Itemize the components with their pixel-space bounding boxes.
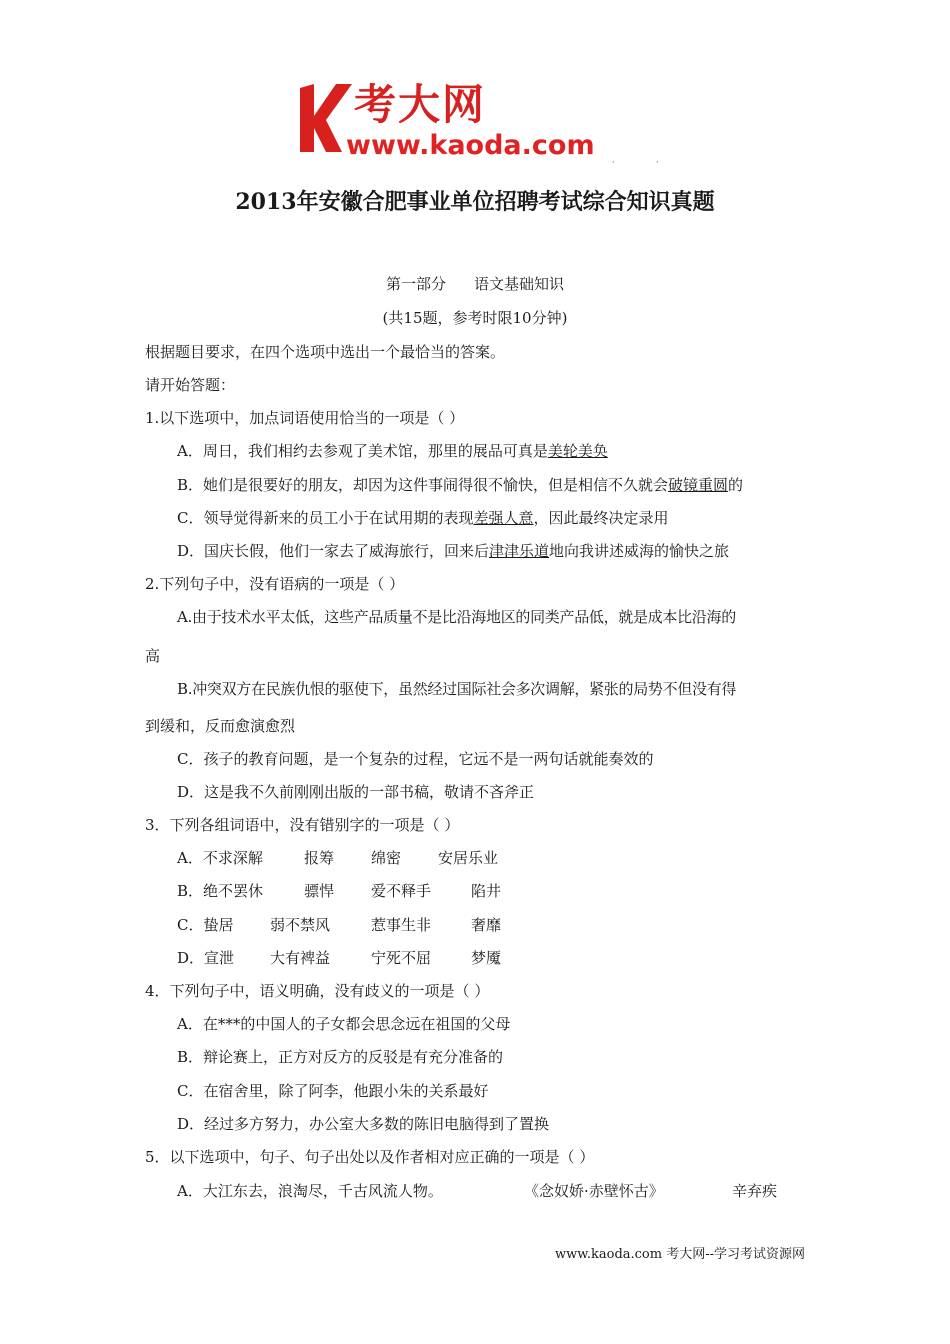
word: B．绝不罢休 xyxy=(177,882,264,900)
part-heading xyxy=(0,273,950,295)
option-text: A．周日，我们相约去参观了美术馆，那里的展品可真是 xyxy=(177,442,548,460)
option-b xyxy=(177,474,743,496)
word: 奢靡 xyxy=(471,916,502,934)
word: 惹事生非 xyxy=(371,916,432,934)
option-a: A.由于技术水平太低，这些产品质量不是比沿海地区的同类产品低，就是成本比沿海的 xyxy=(177,608,736,626)
logo-url-text: www.kaoda.com xyxy=(346,130,595,161)
option-text: ，因此最终决定录用 xyxy=(533,509,669,527)
word: 报筹 xyxy=(304,849,335,867)
kaoda-logo xyxy=(296,78,616,168)
page-footer: www.kaoda.com 考大网--学习考试资源网 xyxy=(555,1247,805,1262)
option-b: B.冲突双方在民族仇恨的驱使下，虽然经过国际社会多次调解，紧张的局势不但没有得 xyxy=(177,680,737,698)
intro-line: 请开始答题： xyxy=(145,376,236,394)
question-stem: 2.下列句子中，没有语病的一项是（ ） xyxy=(145,575,405,593)
option-c: C．在宿舍里，除了阿李，他跟小朱的关系最好 xyxy=(177,1082,489,1100)
option-c xyxy=(177,507,669,529)
word: 安居乐业 xyxy=(438,849,499,867)
option-a xyxy=(177,440,608,462)
source: 《念奴娇·赤壁怀古》 xyxy=(524,1182,664,1200)
underlined-term: 差强人意 xyxy=(473,509,534,527)
part-label: 第一部分 xyxy=(385,275,446,293)
word: 绵密 xyxy=(371,849,402,867)
option-text: B．她们是很要好的朋友，却因为这件事闹得很不愉快，但是相信不久就会 xyxy=(177,476,669,494)
word: 弱不禁风 xyxy=(270,916,331,934)
question-stem: 3．下列各组词语中，没有错别字的一项是（ ） xyxy=(145,816,460,834)
option-b-cont: 到缓和，反而愈演愈烈 xyxy=(145,717,296,735)
decorative-dot: · xyxy=(656,158,659,167)
quote: A．大江东去，浪淘尽，千古风流人物。 xyxy=(177,1182,443,1200)
option-text: 的 xyxy=(728,476,744,494)
option-a: A．在***的中国人的子女都会思念远在祖国的父母 xyxy=(177,1015,511,1033)
option-text: 地向我讲述威海的愉快之旅 xyxy=(549,542,730,560)
intro-line: 根据题目要求，在四个选项中选出一个最恰当的答案。 xyxy=(145,343,506,361)
option-d: D．经过多方努力，办公室大多数的陈旧电脑得到了置换 xyxy=(177,1115,550,1133)
word: 大有裨益 xyxy=(270,949,331,967)
option-c: C．孩子的教育问题，是一个复杂的过程，它远不是一两句话就能奏效的 xyxy=(177,750,654,768)
logo-chinese-text: 考大网 xyxy=(354,80,487,129)
question-stem: 5．以下选项中，句子、句子出处以及作者相对应正确的一项是（ ） xyxy=(145,1148,595,1166)
word: 梦魇 xyxy=(471,949,502,967)
word: C．蛰居 xyxy=(177,916,234,934)
option-d: D．这是我不久前刚刚出版的一部书稿，敬请不吝斧正 xyxy=(177,783,535,801)
word: 宁死不屈 xyxy=(371,949,432,967)
part-note: (共15题，参考时限10分钟) xyxy=(382,309,568,327)
question-stem: 4．下列句子中，语义明确，没有歧义的一项是（ ） xyxy=(145,982,490,1000)
word: 爱不释手 xyxy=(371,882,432,900)
word: 骠悍 xyxy=(304,882,335,900)
decorative-dot: · xyxy=(612,158,615,167)
option-d xyxy=(177,540,729,562)
option-a-cont: 高 xyxy=(145,647,161,665)
word: A．不求深解 xyxy=(177,849,263,867)
question-stem: 1.以下选项中，加点词语使用恰当的一项是（ ） xyxy=(145,409,465,427)
underlined-term: 破镜重圆 xyxy=(668,476,729,494)
page-title: 2013年安徽合肥事业单位招聘考试综合知识真题 xyxy=(235,189,715,215)
option-text: D．国庆长假，他们一家去了威海旅行，回来后 xyxy=(177,542,490,560)
underlined-term: 津津乐道 xyxy=(489,542,550,560)
option-b: B．辩论赛上，正方对反方的反驳是有充分准备的 xyxy=(177,1048,504,1066)
word: D．宣泄 xyxy=(177,949,235,967)
option-text: C．领导觉得新来的员工小于在试用期的表现 xyxy=(177,509,474,527)
underlined-term: 美轮美奂 xyxy=(547,442,608,460)
part-name: 语文基础知识 xyxy=(474,275,565,293)
word: 陷井 xyxy=(471,882,502,900)
author: 辛弃疾 xyxy=(732,1182,778,1200)
